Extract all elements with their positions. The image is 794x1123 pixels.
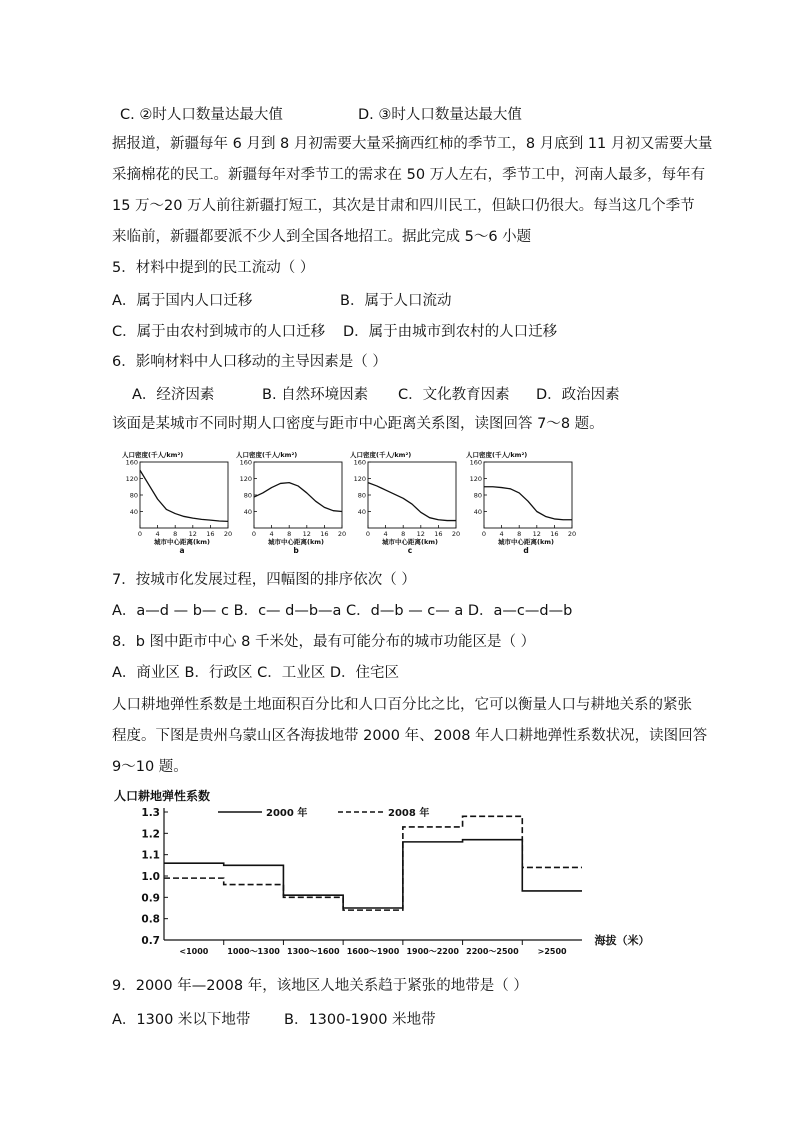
passage1-line-2: 采摘棉花的民工。新疆每年对季节工的需求在 50 万人左右，季节工中，河南人最多，每年有 (112, 167, 706, 183)
series-2008-line (164, 816, 582, 910)
chart-letter: b (293, 546, 299, 555)
y-tick-label: 1.2 (141, 828, 160, 841)
chart-c (346, 448, 464, 556)
x-axis-label: 城市中心距离(km) (267, 538, 325, 546)
x-tick-label: 4 (155, 530, 160, 538)
q6-option-b: B. 自然环境因素 (262, 387, 369, 403)
q6-option-d: D．政治因素 (536, 387, 620, 403)
q4-option-d: D. ③时人口数量达最大值 (358, 107, 522, 123)
x-axis-label: 城市中心距离(km) (153, 538, 211, 546)
x-axis-label: 城市中心距离(km) (381, 538, 439, 546)
x-tick-label: 4 (269, 530, 274, 538)
x-category-label: 1900～2200 (406, 947, 459, 956)
y-tick-label: 160 (469, 458, 482, 467)
q7-stem: 7．按城市化发展过程，四幅图的排序依次（ ） (112, 572, 416, 588)
y-axis-label: 人口密度(千人/km²) (122, 451, 184, 459)
y-tick-label: 40 (243, 508, 252, 516)
x-tick-label: 8 (401, 530, 406, 538)
series-2000-line (164, 840, 582, 908)
x-tick-label: 16 (550, 530, 559, 538)
y-tick-label: 1.1 (141, 849, 160, 862)
density-curve (140, 470, 228, 521)
intro-7-8: 该面是某城市不同时期人口密度与距市中心距离关系图，读图回答 7～8 题。 (112, 416, 604, 432)
x-tick-label: 12 (532, 530, 541, 538)
x-tick-label: 20 (451, 530, 461, 538)
y-tick-label: 120 (239, 475, 252, 483)
y-tick-label: 120 (125, 475, 138, 483)
y-tick-label: 80 (357, 491, 366, 500)
x-tick-label: 12 (188, 530, 197, 538)
q7-options: A．a—d — b— c B．c— d—b—a C．d—b — c— a D．a—c—d—b (112, 603, 573, 619)
x-tick-label: 20 (337, 530, 347, 538)
chart-letter: a (179, 546, 185, 555)
x-tick-label: 16 (206, 530, 215, 538)
x-tick-label: 8 (517, 530, 522, 538)
x-tick-label: 12 (416, 530, 425, 538)
y-tick-label: 0.7 (141, 935, 160, 947)
x-category-label: 2200～2500 (466, 947, 519, 956)
y-tick-label: 160 (239, 458, 252, 467)
y-tick-label: 40 (129, 508, 138, 516)
y-tick-label: 160 (353, 458, 366, 467)
x-tick-label: 0 (137, 530, 143, 538)
x-tick-label: 0 (365, 530, 371, 538)
x-category-label: 1300～1600 (287, 947, 340, 956)
density-curve (368, 483, 456, 521)
plot-frame (254, 462, 342, 528)
y-tick-label: 160 (125, 458, 138, 467)
y-tick-label: 80 (129, 491, 138, 500)
q8-stem: 8．b 图中距市中心 8 千米处，最有可能分布的城市功能区是（ ） (112, 634, 536, 650)
x-tick-label: 4 (383, 530, 388, 538)
y-tick-label: 80 (243, 491, 252, 500)
plot-frame (484, 462, 572, 528)
y-tick-label: 120 (353, 475, 366, 483)
y-tick-label: 0.8 (141, 913, 160, 926)
x-tick-label: 20 (223, 530, 233, 538)
q6-option-c: C．文化教育因素 (398, 387, 510, 403)
y-tick-label: 120 (469, 475, 482, 483)
y-tick-label: 1.3 (141, 807, 160, 819)
y-axis-label: 人口密度(千人/km²) (236, 451, 298, 459)
q5-option-c: C．属于由农村到城市的人口迁移 (112, 324, 326, 340)
legend-label-2000: 2000 年 (266, 808, 308, 819)
y-tick-label: 0.9 (141, 892, 160, 905)
q8-options: A．商业区 B．行政区 C．工业区 D．住宅区 (112, 665, 399, 681)
passage2-line-1: 人口耕地弹性系数是土地面积百分比和人口百分比之比，它可以衡量人口与耕地关系的紧张 (112, 697, 692, 713)
chart-letter: d (523, 546, 529, 555)
y-tick-label: 80 (473, 491, 482, 500)
q5-option-a: A．属于国内人口迁移 (112, 293, 253, 309)
passage1-line-4: 来临前，新疆都要派不少人到全国各地招工。据此完成 5～6 小题 (112, 229, 532, 245)
q9-stem: 9．2000 年—2008 年，该地区人地关系趋于紧张的地带是（ ） (112, 978, 528, 994)
legend-label-2008: 2008 年 (388, 808, 430, 819)
x-category-label: 1000～1300 (227, 947, 280, 956)
y-axis-label: 人口密度(千人/km²) (350, 451, 412, 459)
passage2-line-2: 程度。下图是贵州乌蒙山区各海拔地带 2000 年、2008 年人口耕地弹性系数状况，读图回答 (112, 728, 708, 744)
passage2-line-3: 9～10 题。 (112, 759, 188, 775)
y-axis-label: 人口密度(千人/km²) (466, 451, 528, 459)
q6-option-a: A．经济因素 (132, 387, 215, 403)
q5-stem: 5．材料中提到的民工流动（ ） (112, 260, 315, 276)
x-axis-label: 城市中心距离(km) (497, 538, 555, 546)
x-category-label: 1600～1900 (346, 947, 400, 956)
y-tick-label: 40 (357, 508, 366, 516)
x-category-label: <1000 (179, 947, 209, 956)
x-tick-label: 12 (302, 530, 311, 538)
y-axis-label: 人口耕地弹性系数 (114, 789, 211, 803)
passage1-line-1: 据报道，新疆每年 6 月到 8 月初需要大量采摘西红柿的季节工，8 月底到 11 月初又需要大量 (112, 136, 713, 152)
q4-option-c: C. ②时人口数量达最大值 (120, 107, 283, 123)
x-tick-label: 20 (567, 530, 577, 538)
x-tick-label: 16 (434, 530, 443, 538)
elasticity-chart (112, 782, 672, 957)
plot-frame (140, 462, 228, 528)
q9-option-a: A．1300 米以下地带 (112, 1012, 251, 1028)
x-category-label: >2500 (537, 947, 567, 956)
x-tick-label: 4 (499, 530, 504, 538)
x-axis-label: 海拔（米） (594, 934, 650, 947)
chart-d (462, 448, 580, 556)
x-tick-label: 16 (320, 530, 329, 538)
y-tick-label: 1.0 (141, 871, 160, 883)
x-tick-label: 0 (481, 530, 487, 538)
q5-option-d: D．属于由城市到农村的人口迁移 (343, 324, 558, 340)
plot-frame (368, 462, 456, 528)
x-tick-label: 8 (173, 530, 178, 538)
chart-b (232, 448, 350, 556)
passage1-line-3: 15 万～20 万人前往新疆打短工，其次是甘肃和四川民工，但缺口仍很大。每当这几个季节 (112, 198, 695, 214)
chart-letter: c (407, 546, 413, 555)
density-curve (254, 483, 342, 512)
x-tick-label: 0 (251, 530, 257, 538)
q6-stem: 6．影响材料中人口移动的主导因素是（ ） (112, 354, 387, 370)
density-curve (484, 487, 572, 520)
y-tick-label: 40 (473, 508, 482, 516)
chart-a (118, 448, 236, 556)
q9-option-b: B．1300-1900 米地带 (284, 1012, 436, 1028)
x-tick-label: 8 (287, 530, 292, 538)
q5-option-b: B．属于人口流动 (340, 293, 452, 309)
